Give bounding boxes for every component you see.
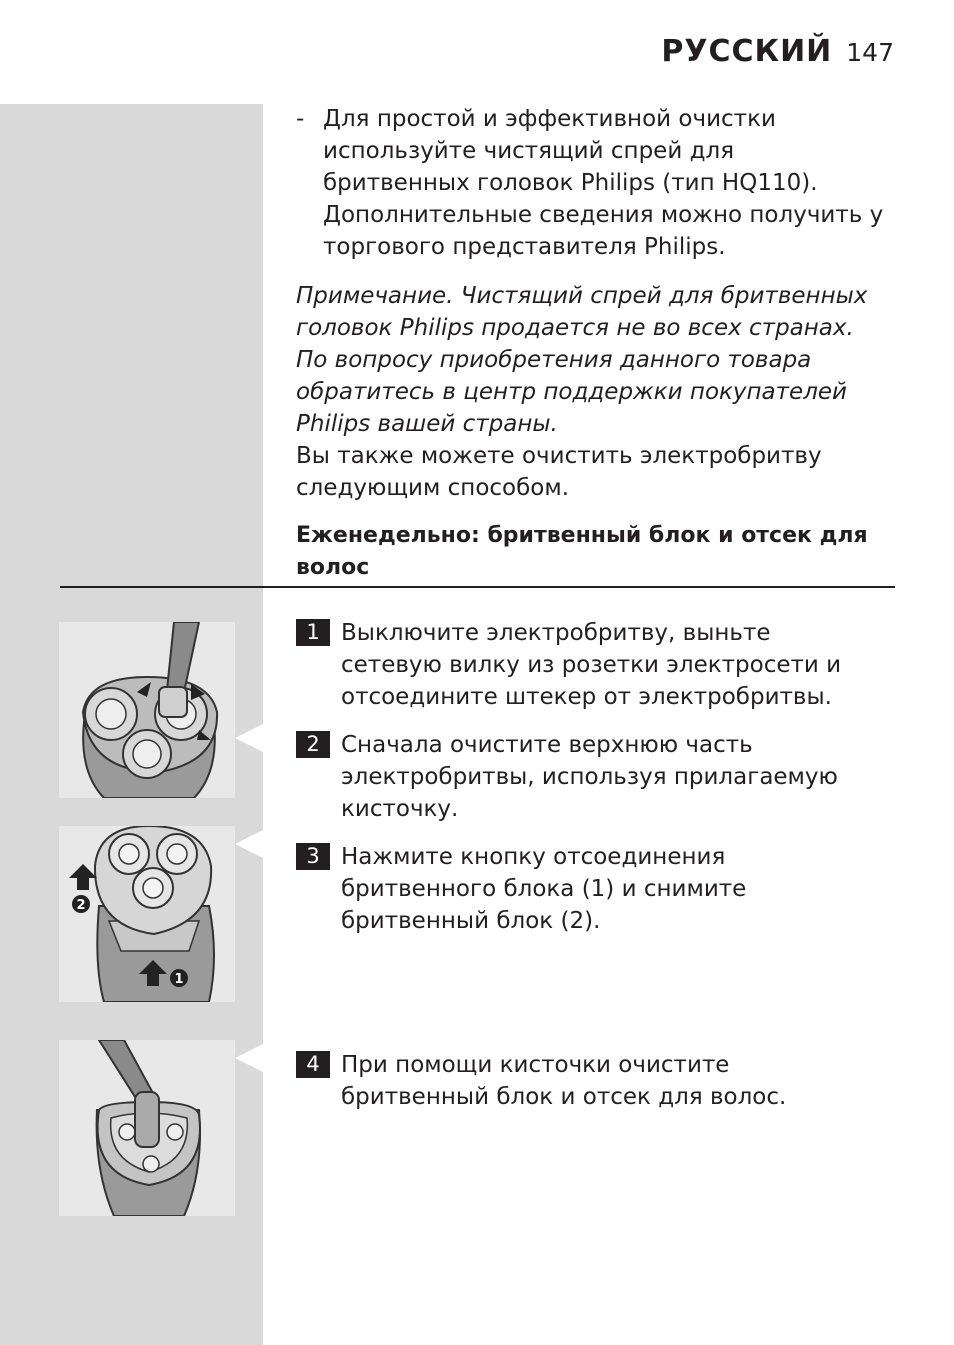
section-title: Еженедельно: бритвенный блок и отсек для волос [296, 523, 868, 580]
shaver-chamber-illustration [59, 1040, 235, 1216]
language-heading: РУССКИЙ [661, 34, 833, 69]
also-paragraph: Вы также можете очистить электробритву следующим способом. [296, 443, 822, 501]
step-text: Выключите электробритву, выньте сетевую вилку из розетки электросети и отсоедините штекер от электробритвы. [341, 620, 842, 710]
step-number: 1 [296, 619, 330, 646]
step-text: Сначала очистите верхнюю часть электробритвы, используя прилагаемую кисточку. [341, 732, 838, 822]
step-number: 2 [296, 731, 330, 758]
step-4 [296, 1049, 876, 1113]
figure-remove-shaving-unit [59, 826, 235, 1002]
bullet-text: Для простой и эффективной очистки используйте чистящий спрей для бритвенных головок Philips (тип HQ110). Дополнительные сведения можно получить у торгового представителя Philips. [323, 106, 884, 260]
page-number: 147 [846, 38, 894, 67]
step-2 [296, 729, 876, 825]
step-3 [296, 841, 876, 937]
step-text: При помощи кисточки очистите бритвенный блок и отсек для волос. [341, 1052, 787, 1110]
step-number: 4 [296, 1051, 330, 1078]
bullet-paragraph [296, 103, 886, 263]
figure-brush-shaving-heads [59, 622, 235, 798]
step-text: Нажмите кнопку отсоединения бритвенного блока (1) и снимите бритвенный блок (2). [341, 844, 747, 934]
figure-pointer-2 [235, 830, 263, 858]
shaver-brush-illustration [59, 622, 235, 798]
note-paragraph: Примечание. Чистящий спрей для бритвенных головок Philips продается не во всех странах. По вопросу приобретения данного товара обратитесь в центр поддержки покупателей Philips вашей страны. [296, 283, 868, 437]
step-number: 3 [296, 843, 330, 870]
step-1 [296, 617, 876, 713]
shaver-release-illustration [59, 826, 235, 1002]
section-divider [60, 586, 895, 588]
bullet-marker: - [296, 106, 305, 132]
page-header [661, 34, 894, 69]
callout-2: 2 [76, 898, 86, 913]
figure-pointer-3 [235, 1044, 263, 1072]
figure-brush-hair-chamber [59, 1040, 235, 1216]
callout-1: 1 [174, 972, 184, 987]
figure-pointer-1 [235, 724, 263, 752]
